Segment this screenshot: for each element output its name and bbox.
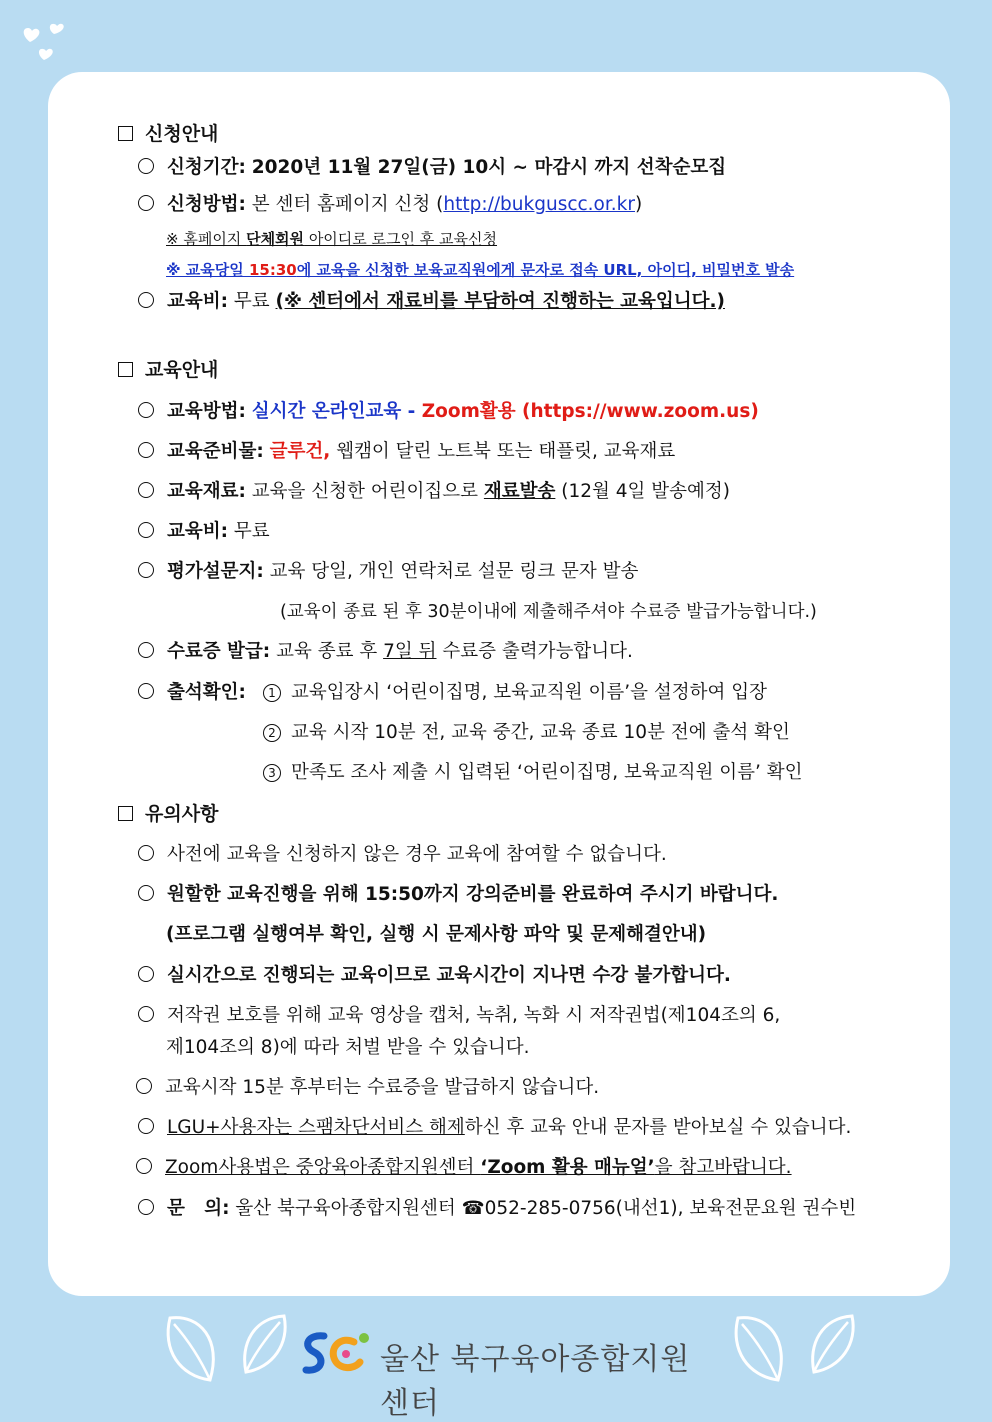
section-notice-heading (118, 802, 218, 826)
notice-text: 사전에 교육을 신청하지 않은 경우 교육에 참여할 수 없습니다. (167, 844, 667, 865)
note-text: 에 교육을 신청한 보육교직원에게 문자로 접속 URL, 아이디, 비밀번호 발송 (296, 261, 795, 279)
edu-method (138, 400, 759, 424)
value: 무료 (233, 521, 270, 542)
number-2-icon: 2 (263, 724, 281, 742)
checkbox-square-icon (118, 806, 133, 821)
notice-item-2 (138, 883, 778, 907)
value: 2020년 11월 27일(금) 10시 ~ 마감시 까지 선착순모집 (251, 157, 727, 178)
homepage-link[interactable]: http://bukguscc.or.kr (443, 194, 635, 215)
edu-cert (138, 640, 633, 664)
circle-bullet-icon (138, 1118, 154, 1134)
notice-item-6 (138, 1116, 851, 1140)
apply-method (138, 193, 642, 217)
notice-item-4-line2 (166, 1036, 530, 1060)
section-apply-heading (118, 122, 218, 146)
label: 교육비: (167, 291, 229, 312)
attend-item-1 (263, 681, 767, 705)
glue-gun: 글루건, (269, 441, 331, 462)
circle-bullet-icon (138, 195, 154, 211)
label: 수료증 발급: (167, 641, 271, 662)
method-zoom: Zoom활용 (https://www.zoom.us) (421, 401, 759, 422)
section-title: 유의사항 (145, 803, 219, 825)
note-text: ※ 홈페이지 (166, 230, 247, 248)
paren: ) (635, 194, 643, 215)
material-shipping: 재료발송 (483, 481, 556, 502)
notice-text: 하신 후 교육 안내 문자를 받아보실 수 있습니다. (464, 1117, 852, 1138)
attend-item-3 (263, 761, 802, 785)
cert-days: 7일 뒤 (383, 641, 437, 662)
fee-note: (※ 센터에서 재료비를 부담하여 진행하는 교육입니다.) (275, 291, 725, 312)
edu-material (138, 480, 730, 504)
notice-item-2-sub (166, 923, 706, 947)
notice-text: 저작권 보호를 위해 교육 영상을 캡처, 녹취, 녹화 시 저작권법(제104조의 6, (167, 1005, 781, 1026)
number-1-icon: 1 (263, 684, 281, 702)
value: 교육 당일, 개인 연락처로 설문 링크 문자 발송 (269, 561, 639, 582)
value: 본 센터 홈페이지 신청 ( (251, 194, 444, 215)
notice-text: Zoom사용법은 중앙육아종합지원센터 (165, 1157, 481, 1178)
label: 교육재료: (167, 481, 246, 502)
note-bold: 단체회원 (246, 230, 305, 248)
org-name: 울산 북구육아종합지원센터 (380, 1342, 691, 1421)
notice-contact (138, 1197, 856, 1221)
label: 교육방법: (167, 401, 246, 422)
notice-item-3 (138, 964, 731, 988)
attend-text: 교육입장시 ‘어린이집명, 보육교직원 이름’을 설정하여 입장 (291, 682, 767, 703)
org-logo (298, 1326, 718, 1421)
circle-bullet-icon (138, 522, 154, 538)
notice-text: 원할한 교육진행을 위해 15:50까지 강의준비를 완료하여 주시기 바랍니다. (167, 884, 779, 905)
label: 출석확인: (167, 682, 246, 703)
section-edu-heading (118, 358, 218, 382)
edu-fee (138, 520, 270, 544)
value: 수료증 출력가능합니다. (436, 641, 633, 662)
notice-text: (프로그램 실행여부 확인, 실행 시 문제사항 파악 및 문제해결안내) (166, 924, 707, 945)
label: 문 의: (167, 1198, 230, 1219)
circle-bullet-icon (138, 642, 154, 658)
notice-item-4 (138, 1004, 780, 1028)
circle-bullet-icon (138, 158, 154, 174)
checkbox-square-icon (118, 126, 133, 141)
circle-bullet-icon (138, 442, 154, 458)
label: 평가설문지: (167, 561, 264, 582)
label: 신청기간: (167, 157, 246, 178)
circle-bullet-icon (138, 885, 154, 901)
apply-note-2 (166, 258, 794, 282)
footer (0, 1296, 992, 1421)
contact-value: 울산 북구육아종합지원센터 ☎052-285-0756(내선1), 보육전문요원 권수빈 (235, 1198, 857, 1219)
circle-bullet-icon (136, 1078, 152, 1094)
section-title: 신청안내 (145, 123, 219, 145)
edu-survey-note (280, 600, 817, 624)
circle-bullet-icon (138, 562, 154, 578)
content-card (48, 72, 950, 1296)
zoom-manual: ‘Zoom 활용 매뉴얼’ (480, 1157, 655, 1178)
value: 웹캠이 달린 노트북 또는 태플릿, 교육재료 (330, 441, 676, 462)
leaf-icon (728, 1310, 798, 1390)
attend-text: 만족도 조사 제출 시 입력된 ‘어린이집명, 보육교직원 이름’ 확인 (291, 762, 803, 783)
label: 교육준비물: (167, 441, 264, 462)
value: (12월 4일 발송예정) (555, 481, 730, 502)
notice-item-7 (136, 1156, 792, 1180)
label: 교육비: (167, 521, 229, 542)
apply-period (138, 156, 726, 180)
note-text: 아이디로 로그인 후 교육신청 (304, 230, 498, 248)
apply-note-1 (166, 227, 497, 251)
edu-prep (138, 440, 675, 464)
note-time: 15:30 (249, 261, 297, 279)
leaf-icon (804, 1310, 860, 1380)
circle-bullet-icon (138, 1199, 154, 1215)
leaf-icon (236, 1310, 292, 1380)
notice-item-5 (136, 1076, 599, 1100)
circle-bullet-icon (138, 292, 154, 308)
notice-text: 교육시작 15분 후부터는 수료증을 발급하지 않습니다. (165, 1077, 600, 1098)
notice-text: 을 참고바랍니다. (654, 1157, 792, 1178)
value: 교육 종료 후 (276, 641, 384, 662)
method-online: 실시간 온라인교육 - (251, 401, 422, 422)
section-title: 교육안내 (145, 359, 219, 381)
circle-bullet-icon (138, 482, 154, 498)
checkbox-square-icon (118, 362, 133, 377)
hearts-decoration (18, 20, 78, 70)
notice-item-1 (138, 843, 667, 867)
circle-bullet-icon (138, 845, 154, 861)
survey-note: (교육이 종료 된 후 30분이내에 제출해주셔야 수료증 발급가능합니다.) (280, 602, 817, 622)
circle-bullet-icon (138, 683, 154, 699)
circle-bullet-icon (136, 1158, 152, 1174)
attend-item-2 (263, 721, 790, 745)
lgu-notice: LGU+사용자는 스팸차단서비스 해제 (167, 1117, 465, 1138)
circle-bullet-icon (138, 966, 154, 982)
leaf-icon (160, 1310, 230, 1390)
note-text: ※ 교육당일 (166, 261, 249, 279)
apply-fee (138, 290, 725, 314)
circle-bullet-icon (138, 402, 154, 418)
edu-survey (138, 560, 638, 584)
value: 교육을 신청한 어린이집으로 (251, 481, 484, 502)
logo-mark-icon (298, 1326, 376, 1382)
edu-attend (138, 681, 246, 705)
notice-text: 실시간으로 진행되는 교육이므로 교육시간이 지나면 수강 불가합니다. (167, 965, 731, 986)
circle-bullet-icon (138, 1006, 154, 1022)
label: 신청방법: (167, 194, 246, 215)
notice-text: 제104조의 8)에 따라 처벌 받을 수 있습니다. (166, 1037, 530, 1058)
value: 무료 (233, 291, 270, 312)
attend-text: 교육 시작 10분 전, 교육 중간, 교육 종료 10분 전에 출석 확인 (291, 722, 790, 743)
number-3-icon: 3 (263, 764, 281, 782)
